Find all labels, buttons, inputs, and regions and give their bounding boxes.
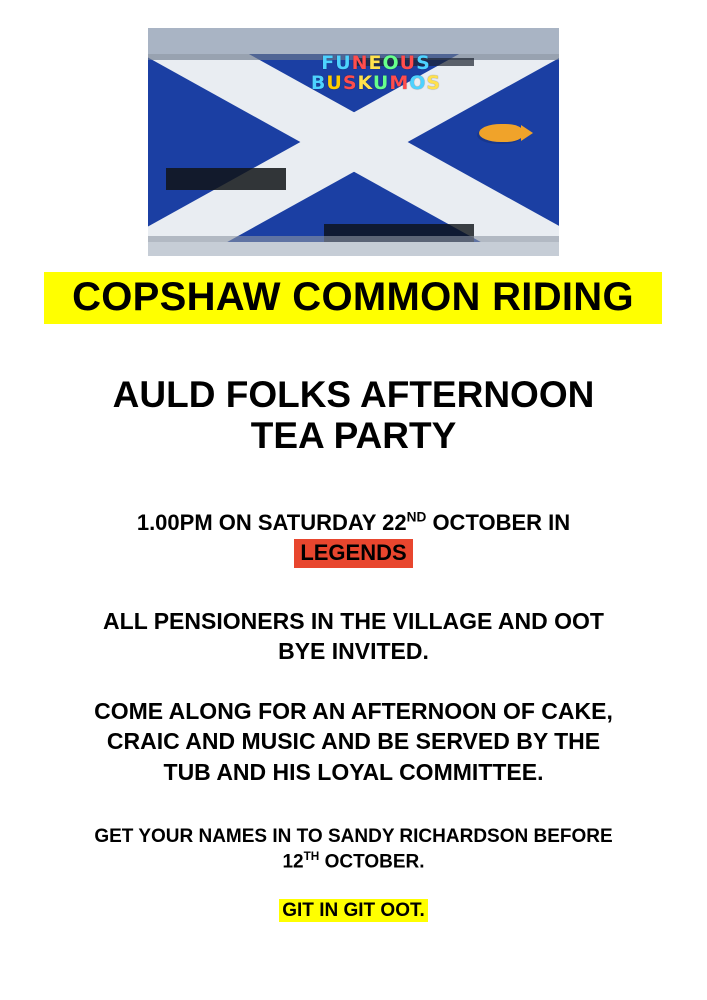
event-location-prefix: OCTOBER IN <box>426 510 571 535</box>
invitation-text <box>40 606 667 667</box>
details-line2: CRAIC AND MUSIC AND BE SERVED BY THE <box>106 728 601 755</box>
event-subtitle <box>40 374 667 457</box>
fish-icon <box>479 124 523 142</box>
details-text <box>40 696 667 787</box>
invitation-line1: ALL PENSIONERS IN THE VILLAGE AND OOT <box>103 608 604 634</box>
rsvp-text <box>40 824 667 874</box>
event-subtitle-line2: TEA PARTY <box>250 415 457 457</box>
rsvp-line2 <box>40 849 667 874</box>
photo-top-edge <box>148 28 559 54</box>
photo-bottom-edge <box>148 242 559 256</box>
rsvp-date-suffix: OCTOBER. <box>319 851 425 873</box>
rsvp-line1: GET YOUR NAMES IN TO SANDY RICHARDSON BEFORE <box>94 826 613 847</box>
rsvp-date-number: 12 <box>282 851 304 873</box>
event-datetime <box>40 508 667 569</box>
invitation-line2: BYE INVITED. <box>278 638 429 665</box>
closing-line <box>40 900 667 922</box>
photo-dark-block-left <box>166 168 286 190</box>
venue-name: LEGENDS <box>294 539 412 567</box>
colourful-letter-banner <box>276 54 476 94</box>
details-line3: TUB AND HIS LOYAL COMMITTEE. <box>163 758 544 785</box>
rsvp-date-ordinal: TH <box>303 850 320 864</box>
closing-text: GIT IN GIT OOT. <box>279 899 428 922</box>
venue-line <box>40 538 667 568</box>
event-time-date: 1.00PM ON SATURDAY 22 <box>136 510 407 535</box>
flag-photo <box>148 28 559 256</box>
details-line1: COME ALONG FOR AN AFTERNOON OF CAKE, <box>94 698 613 724</box>
banner-text-line2: BUSKUMOS <box>310 71 442 94</box>
event-subtitle-line1: AULD FOLKS AFTERNOON <box>112 374 595 415</box>
page-title: COPSHAW COMMON RIDING <box>44 272 662 324</box>
date-ordinal-suffix: ND <box>406 509 427 525</box>
banner-text-line1: FUNEOUS <box>321 52 431 74</box>
